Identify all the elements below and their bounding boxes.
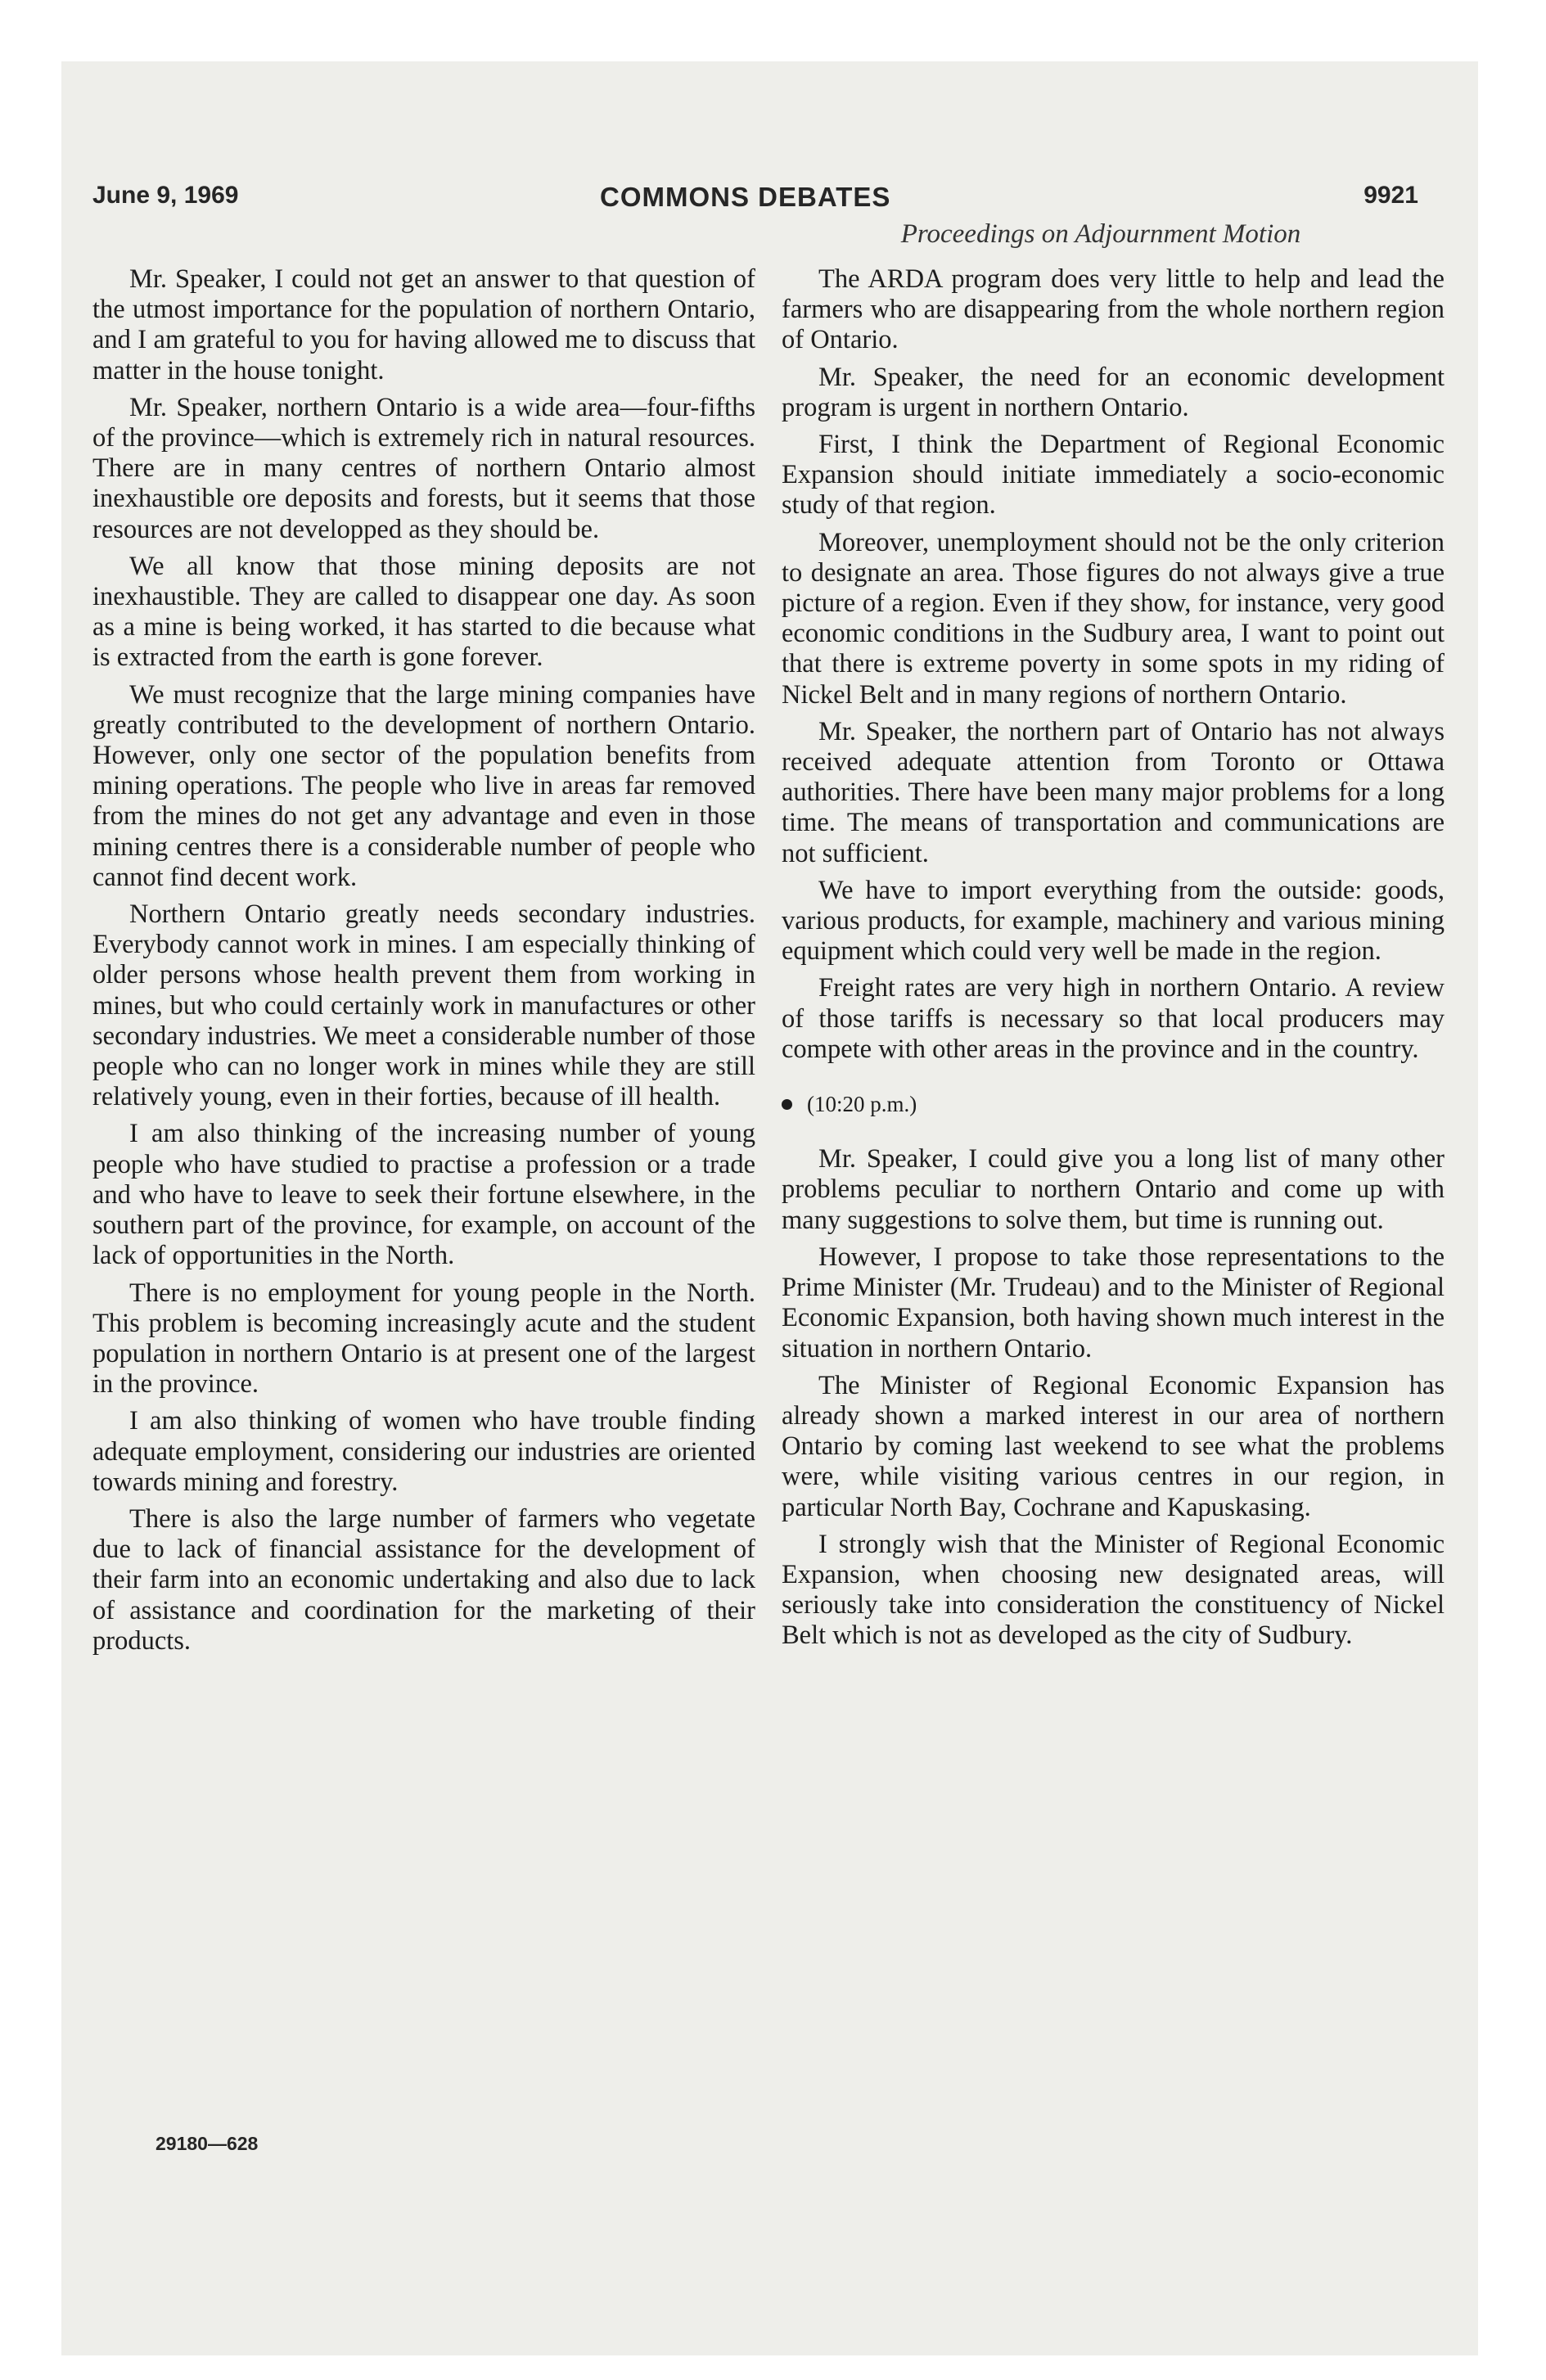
header-date: June 9, 1969 (92, 182, 239, 209)
timestamp-text: (10:20 p.m.) (807, 1092, 917, 1117)
paragraph: The Minister of Regional Economic Expansion has already shown a marked interest in our area of northern Ontario by coming last weekend to see what the problems were, while visiting various centres in our region, in particular North Bay, Cochrane and Kapuskasing. (782, 1370, 1445, 1522)
paragraph: Mr. Speaker, northern Ontario is a wide area—four-fifths of the province—which is extremely rich in natural resources. There are in many centres of northern Ontario almost inexhaustible ore deposits and forests, but it seems that those resources are not developped as they should be. (92, 392, 755, 544)
paragraph: We must recognize that the large mining companies have greatly contributed to the development of northern Ontario. However, only one sector of the population benefits from mining operations. The people who live in areas far removed from the mines do not get any advantage and even in those mining centres there is a considerable number of people who cannot find decent work. (92, 679, 755, 892)
header-title: COMMONS DEBATES (600, 182, 891, 212)
paragraph: However, I propose to take those representations to the Prime Minister (Mr. Trudeau) and to the Minister of Regional Economic Expansion, both having shown much interest in the situation in northern Ontario. (782, 1242, 1445, 1364)
paragraph: Northern Ontario greatly needs secondary industries. Everybody cannot work in mines. I am especially thinking of older persons whose health prevent them from working in mines, but who could certainly work in manufactures or other secondary industries. We meet a considerable number of those people who can no longer work in mines while they are still relatively young, even in their forties, because of ill health. (92, 899, 755, 1112)
right-column (782, 264, 1445, 1658)
paragraph: There is no employment for young people in the North. This problem is becoming increasingly acute and the student population in northern Ontario is at present one of the largest in the province. (92, 1278, 755, 1400)
paragraph: There is also the large number of farmers who vegetate due to lack of financial assistance for the development of their farm into an economic undertaking and also due to lack of assistance and coordination for the marketing of their products. (92, 1503, 755, 1656)
paragraph: Mr. Speaker, the northern part of Ontario has not always received adequate attention from Toronto or Ottawa authorities. There have been many major problems for a long time. The means of transportation and communications are not sufficient. (782, 716, 1445, 868)
paragraph: The ARDA program does very little to help and lead the farmers who are disappearing from the whole northern region of Ontario. (782, 264, 1445, 355)
left-column (92, 264, 755, 1663)
paragraph: Freight rates are very high in northern Ontario. A review of those tariffs is necessary so that local producers may compete with other areas in the province and in the country. (782, 973, 1445, 1064)
print-code: 29180—628 (156, 2133, 259, 2154)
paragraph: Moreover, unemployment should not be the only criterion to designate an area. Those figures do not always give a true picture of a region. Even if they show, for instance, very good economic conditions in the Sudbury area, I want to point out that there is extreme poverty in some spots in my riding of Nickel Belt and in many regions of northern Ontario. (782, 527, 1445, 710)
paragraph: First, I think the Department of Regional Economic Expansion should initiate immediately a socio-economic study of that region. (782, 430, 1445, 521)
page-number: 9921 (1363, 182, 1418, 209)
paragraph: Mr. Speaker, I could not get an answer to that question of the utmost importance for the population of northern Ontario, and I am grateful to you for having allowed me to discuss that matter in the house tonight. (92, 264, 755, 385)
paragraph: I strongly wish that the Minister of Regional Economic Expansion, when choosing new designated areas, will seriously take into consideration the constituency of Nickel Belt which is not as developed as the city of Sudbury. (782, 1529, 1445, 1651)
section-subheading: Proceedings on Adjournment Motion (900, 219, 1301, 249)
paragraph: We all know that those mining deposits are not inexhaustible. They are called to disappear one day. As soon as a mine is being worked, it has started to die because what is extracted from the earth is gone forever. (92, 551, 755, 673)
paragraph: I am also thinking of women who have trouble finding adequate employment, considering our industries are oriented towards mining and forestry. (92, 1406, 755, 1497)
bullet-icon (782, 1099, 792, 1110)
paragraph: Mr. Speaker, I could give you a long list of many other problems peculiar to northern Ontario and come up with many suggestions to solve them, but time is running out. (782, 1144, 1445, 1235)
paragraph: We have to import everything from the outside: goods, various products, for example, machinery and various mining equipment which could very well be made in the region. (782, 875, 1445, 967)
timestamp-marker (782, 1089, 1445, 1120)
paragraph: I am also thinking of the increasing number of young people who have studied to practise a profession or a trade and who have to leave to seek their fortune elsewhere, in the southern part of the province, for example, on account of the lack of opportunities in the North. (92, 1119, 755, 1271)
paragraph: Mr. Speaker, the need for an economic development program is urgent in northern Ontario. (782, 362, 1445, 422)
page-header (92, 182, 1418, 223)
